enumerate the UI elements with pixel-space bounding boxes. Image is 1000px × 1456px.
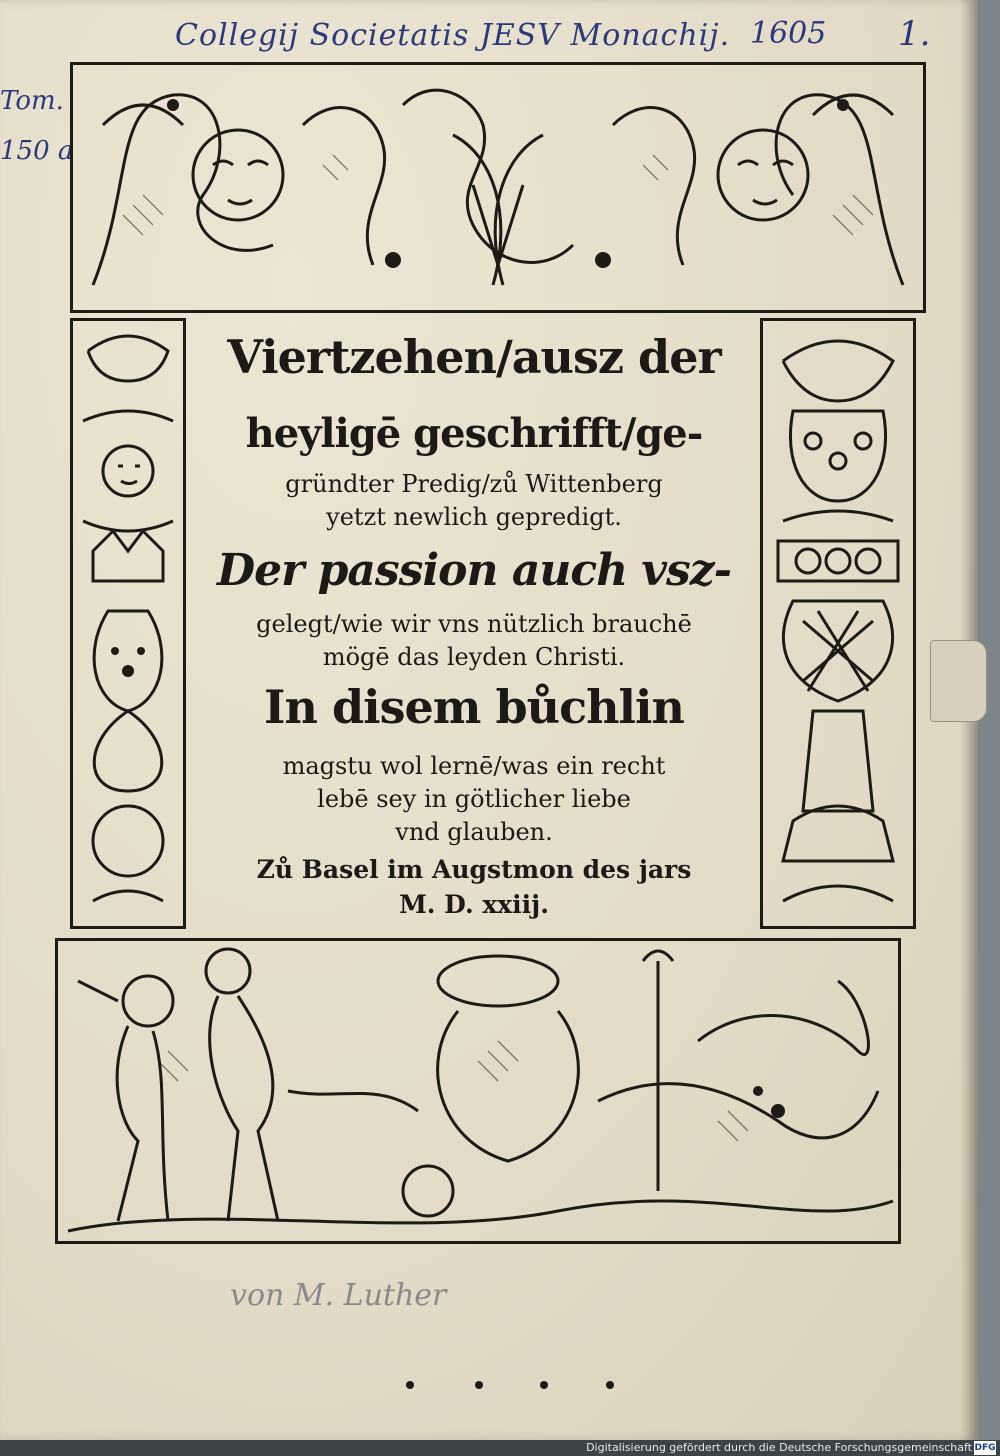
woodcut-right-illustration (763, 321, 913, 926)
imprint-date: M. D. xxiij. (399, 890, 549, 919)
dot (606, 1381, 614, 1389)
woodcut-right-column (760, 318, 916, 929)
title-line-4: yetzt newlich gepredigt. (326, 503, 622, 531)
funding-credit: Digitalisierung gefördert durch die Deutsche Forschungsgemeinschaft (586, 1441, 972, 1454)
woodcut-bottom-border (55, 938, 901, 1244)
woodcut-top-border (70, 62, 926, 313)
inscription-number: 1. (898, 14, 931, 54)
margin-note-tom: Tom. (0, 86, 64, 116)
pencil-note: von M. Luther (230, 1278, 447, 1313)
title-line-7: mögē das leyden Christi. (322, 643, 626, 671)
dot (540, 1381, 548, 1389)
title-line-6: gelegt/wie wir vns nützlich brauchē (256, 610, 692, 638)
title-line-1: Viertzehen/ausz der (227, 330, 721, 384)
woodcut-left-illustration (73, 321, 183, 926)
imprint-place: Zů Basel im Augstmon des jars (256, 855, 692, 884)
inscription-year: 1605 (750, 16, 827, 51)
woodcut-bottom-illustration (58, 941, 898, 1241)
paper-tab (930, 640, 987, 722)
title-line-5: Der passion auch vsz- (216, 545, 732, 596)
title-line-2: heyligē geschrifft/ge- (245, 410, 703, 457)
dot (475, 1381, 483, 1389)
title-line-10: lebē sey in götlicher liebe (317, 785, 631, 813)
woodcut-left-column (70, 318, 186, 929)
title-line-3: gründter Predig/zů Wittenberg (285, 470, 663, 498)
dot (406, 1381, 414, 1389)
title-line-8: In disem bůchlin (264, 680, 684, 734)
ownership-inscription: Collegij Societatis JESV Monachij. (175, 18, 731, 53)
title-line-9: magstu wol lernē/was ein recht (282, 752, 666, 780)
dfg-logo: DFG (974, 1443, 996, 1453)
margin-note-number: 150 a (0, 136, 74, 166)
title-line-11: vnd glauben. (395, 818, 553, 846)
woodcut-top-illustration (73, 65, 923, 310)
